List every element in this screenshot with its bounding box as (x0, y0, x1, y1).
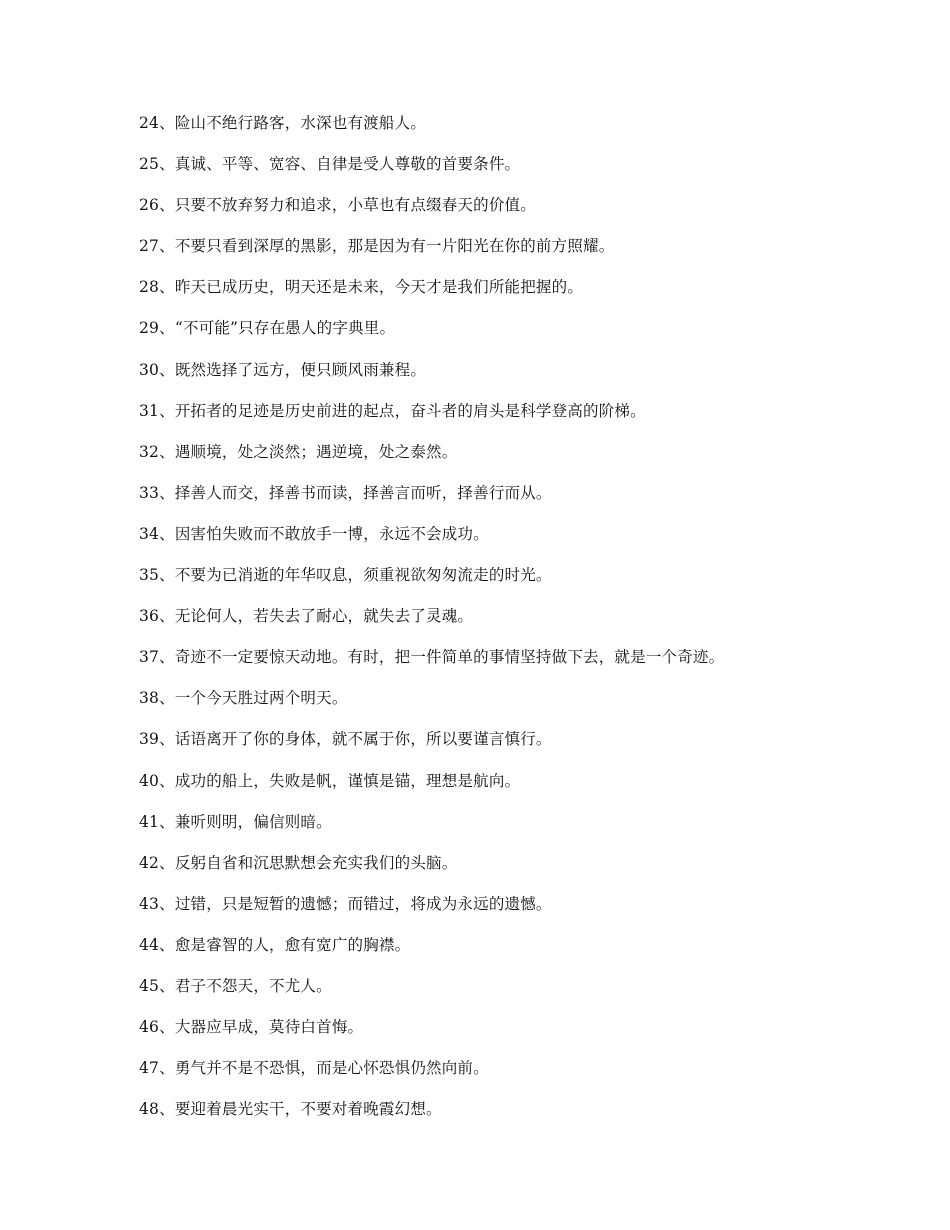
list-item: 38、一个今天胜过两个明天。 (139, 689, 348, 708)
list-item: 28、昨天已成历史，明天还是未来，今天才是我们所能把握的。 (139, 278, 584, 297)
list-item: 43、过错，只是短暂的遗憾；而错过，将成为永远的遗憾。 (139, 894, 552, 913)
list-item: 27、不要只看到深厚的黑影，那是因为有一片阳光在你的前方照耀。 (139, 237, 615, 256)
list-item: 37、奇迹不一定要惊天动地。有时，把一件简单的事情坚持做下去，就是一个奇迹。 (139, 648, 725, 667)
list-item: 39、话语离开了你的身体，就不属于你，所以要谨言慎行。 (139, 730, 552, 749)
list-item: 29、“不可能”只存在愚人的字典里。 (139, 319, 396, 338)
list-item: 32、遇顺境，处之淡然；遇逆境，处之泰然。 (139, 442, 458, 461)
list-item: 33、择善人而交，择善书而读，择善言而听，择善行而从。 (139, 483, 552, 502)
list-item: 40、成功的船上，失败是帆，谨慎是锚，理想是航向。 (139, 771, 521, 790)
list-item: 42、反躬自省和沉思默想会充实我们的头脑。 (139, 853, 458, 872)
quote-list (139, 112, 899, 1139)
list-item: 30、既然选择了远方，便只顾风雨兼程。 (139, 360, 427, 379)
list-item: 46、大器应早成，莫待白首悔。 (139, 1018, 364, 1037)
list-item: 31、开拓者的足迹是历史前进的起点，奋斗者的肩头是科学登高的阶梯。 (139, 401, 646, 420)
list-item: 24、险山不绝行路客，水深也有渡船人。 (139, 114, 427, 132)
list-item: 26、只要不放弃努力和追求，小草也有点缀春天的价值。 (139, 196, 536, 215)
list-item: 47、勇气并不是不恐惧，而是心怀恐惧仍然向前。 (139, 1059, 489, 1078)
list-item: 25、真诚、平等、宽容、自律是受人尊敬的首要条件。 (139, 155, 521, 174)
list-item: 48、要迎着晨光实干，不要对着晚霞幻想。 (139, 1100, 442, 1119)
list-item: 44、愈是睿智的人，愈有宽广的胸襟。 (139, 935, 411, 954)
list-item: 35、不要为已消逝的年华叹息，须重视欲匆匆流走的时光。 (139, 566, 552, 585)
list-item: 41、兼听则明，偏信则暗。 (139, 812, 332, 831)
list-item: 36、无论何人，若失去了耐心，就失去了灵魂。 (139, 607, 474, 626)
list-item: 45、君子不怨天，不尤人。 (139, 976, 332, 995)
list-item: 34、因害怕失败而不敢放手一博，永远不会成功。 (139, 524, 489, 543)
